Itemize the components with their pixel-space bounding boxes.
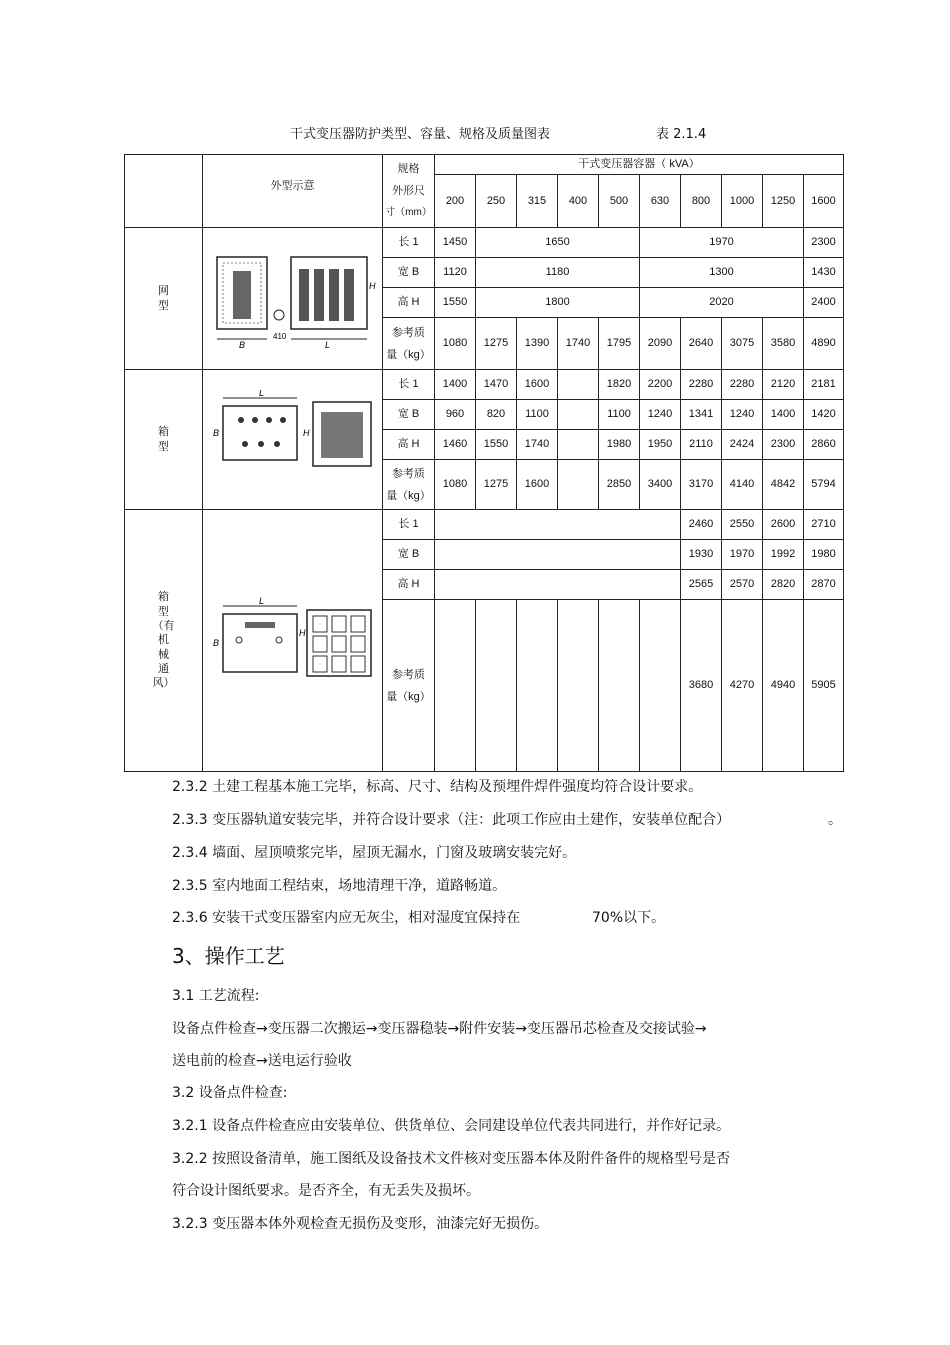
row-label: 长 1 [383,370,435,400]
label-h: H [368,280,375,291]
cell: 2090 [640,318,681,370]
cell: 1460 [435,430,476,460]
cell: 2600 [763,510,804,540]
row-label: 宽 B [383,400,435,430]
empty-cell [640,600,681,772]
capacity-cell: 200 [435,175,476,228]
cell: 1430 [804,258,844,288]
cell: 2120 [763,370,804,400]
capacity-cell: 500 [599,175,640,228]
table-row [125,370,844,400]
cell: 2710 [804,510,844,540]
table-row [125,510,844,540]
capacity-cell: 250 [476,175,517,228]
table-number: 表 2.1.4 [656,127,707,142]
type-box-ventilated: 箱 型 （有 机 械 通 风） [125,510,203,772]
cell: 3400 [640,460,681,510]
paragraph-2-3-5: 2.3.5 室内地面工程结束，场地清理干净，道路畅道。 [172,878,507,894]
process-flow-line1: 设备点件检查→变压器二次搬运→变压器稳装→附件安装→变压器吊芯检查及交接试验→ [172,1021,707,1037]
paragraph-2-3-3: 2.3.3 变压器轨道安装完毕，并符合设计要求（注：此项工作应由土建作，安装单位配合） [172,812,731,828]
row-label: 宽 B [383,540,435,570]
empty-cell [517,600,558,772]
row-label: 高 H [383,570,435,600]
label-b: B [212,427,219,438]
cell: 1120 [435,258,476,288]
paragraph-2-3-3-end: 。 [828,812,842,828]
cell: 2280 [681,370,722,400]
cell: 2820 [763,570,804,600]
cell: 4842 [763,460,804,510]
row-label: 宽 B [383,258,435,288]
cell: 2565 [681,570,722,600]
row-label: 参考质 量（kg） [383,318,435,370]
paragraph-3-2-3: 3.2.3 变压器本体外观检查无损伤及变形，油漆完好无损伤。 [172,1216,549,1232]
type-mesh: 网 型 [125,228,203,370]
cell: 2181 [804,370,844,400]
paragraph-3-2: 3.2 设备点件检查: [172,1085,288,1101]
capacity-cell: 1250 [763,175,804,228]
empty-cell [558,600,599,772]
row-label: 高 H [383,430,435,460]
cell: 1950 [640,430,681,460]
cell: 1240 [640,400,681,430]
paragraph-3-2-1: 3.2.1 设备点件检查应由安装单位、供货单位、会同建设单位代表共同进行，并作好记录。 [172,1118,731,1134]
cell: 1930 [681,540,722,570]
process-flow-line2: 送电前的检查→送电运行验收 [172,1053,352,1069]
empty-cell [599,600,640,772]
cell: 1450 [435,228,476,258]
row-label: 参考质 量（kg） [383,460,435,510]
cell: 1650 [476,228,640,258]
cell: 1390 [517,318,558,370]
label-l: L [258,389,264,398]
cell: 1470 [476,370,517,400]
paragraph-3-1: 3.1 工艺流程: [172,988,260,1004]
cell: 2460 [681,510,722,540]
label-h: H [302,427,309,438]
cell: 1992 [763,540,804,570]
cell [558,370,599,400]
cell: 1400 [435,370,476,400]
cell: 1980 [599,430,640,460]
box-ventilated-drawing [203,510,383,772]
ventilated-transformer-icon [209,596,377,686]
cell: 1080 [435,460,476,510]
type-box: 箱 型 [125,370,203,510]
header-shape: 外型示意 [203,155,383,228]
empty-cell [435,540,681,570]
mesh-transformer-icon [209,249,377,349]
cell: 2860 [804,430,844,460]
cell: 1300 [640,258,804,288]
cell: 2400 [804,288,844,318]
cell: 4270 [722,600,763,772]
cell: 1275 [476,318,517,370]
header-spec: 规格 外形尺 寸（mm） [383,155,435,228]
table-row [125,228,844,258]
cell: 5905 [804,600,844,772]
header-blank [125,155,203,228]
capacity-cell: 400 [558,175,599,228]
label-b: B [238,339,245,349]
cell: 4890 [804,318,844,370]
cell [558,460,599,510]
cell: 3580 [763,318,804,370]
paragraph-2-3-6-end: 70%以下。 [592,910,666,926]
cell: 1180 [476,258,640,288]
cell: 4940 [763,600,804,772]
empty-cell [435,570,681,600]
cell: 1080 [435,318,476,370]
cell: 1600 [517,370,558,400]
cell: 2300 [763,430,804,460]
paragraph-2-3-6: 2.3.6 安装干式变压器室内应无灰尘，相对湿度宜保持在 [172,910,521,926]
cell: 1980 [804,540,844,570]
cell: 2300 [804,228,844,258]
transformer-spec-table [124,154,844,772]
box-transformer-icon [209,390,377,490]
label-h: H [298,627,305,638]
cell: 2870 [804,570,844,600]
paragraph-3-2-2-cont: 符合设计图纸要求。是否齐全，有无丢失及损坏。 [172,1183,480,1199]
label-b: B [212,637,219,648]
paragraph-2-3-4: 2.3.4 墙面、屋顶喷浆完毕，屋顶无漏水，门窗及玻璃安装完好。 [172,845,577,861]
table-caption: 干式变压器防护类型、容量、规格及质量图表 [290,127,551,142]
cell: 2200 [640,370,681,400]
row-label: 长 1 [383,228,435,258]
cell: 2550 [722,510,763,540]
capacity-cell: 800 [681,175,722,228]
capacity-cell: 630 [640,175,681,228]
label-410: 410 [272,331,286,341]
empty-cell [435,600,476,772]
cell: 1820 [599,370,640,400]
cell: 3170 [681,460,722,510]
mesh-type-drawing [203,228,383,370]
cell: 2280 [722,370,763,400]
label-l: L [324,339,330,349]
cell: 820 [476,400,517,430]
row-label: 长 1 [383,510,435,540]
label-l: L [258,595,264,606]
cell: 2020 [640,288,804,318]
cell: 5794 [804,460,844,510]
cell: 1600 [517,460,558,510]
cell: 1550 [435,288,476,318]
cell: 1550 [476,430,517,460]
header-capacity: 干式变压器容器（ kVA） [435,155,844,175]
cell: 1240 [722,400,763,430]
cell: 1970 [640,228,804,258]
paragraph-2-3-2: 2.3.2 土建工程基本施工完毕，标高、尺寸、结构及预埋件焊件强度均符合设计要求。 [172,779,703,795]
cell: 1740 [558,318,599,370]
row-label: 高 H [383,288,435,318]
empty-cell [435,510,681,540]
cell: 960 [435,400,476,430]
cell [558,430,599,460]
cell: 2424 [722,430,763,460]
cell: 3680 [681,600,722,772]
section-heading: 3、操作工艺 [172,944,285,968]
cell: 1970 [722,540,763,570]
cell: 1400 [763,400,804,430]
row-label: 参考质 量（kg） [383,600,435,772]
cell: 1420 [804,400,844,430]
cell: 1740 [517,430,558,460]
cell: 2110 [681,430,722,460]
cell: 2850 [599,460,640,510]
cell: 1800 [476,288,640,318]
cell: 1275 [476,460,517,510]
cell: 3075 [722,318,763,370]
cell: 4140 [722,460,763,510]
cell: 1100 [517,400,558,430]
cell: 2570 [722,570,763,600]
cell [558,400,599,430]
capacity-cell: 1600 [804,175,844,228]
paragraph-3-2-2: 3.2.2 按照设备清单，施工图纸及设备技术文件核对变压器本体及附件备件的规格型号是否 [172,1151,731,1167]
cell: 1795 [599,318,640,370]
cell: 1100 [599,400,640,430]
cell: 1341 [681,400,722,430]
capacity-cell: 315 [517,175,558,228]
box-type-drawing [203,370,383,510]
capacity-cell: 1000 [722,175,763,228]
empty-cell [476,600,517,772]
cell: 2640 [681,318,722,370]
